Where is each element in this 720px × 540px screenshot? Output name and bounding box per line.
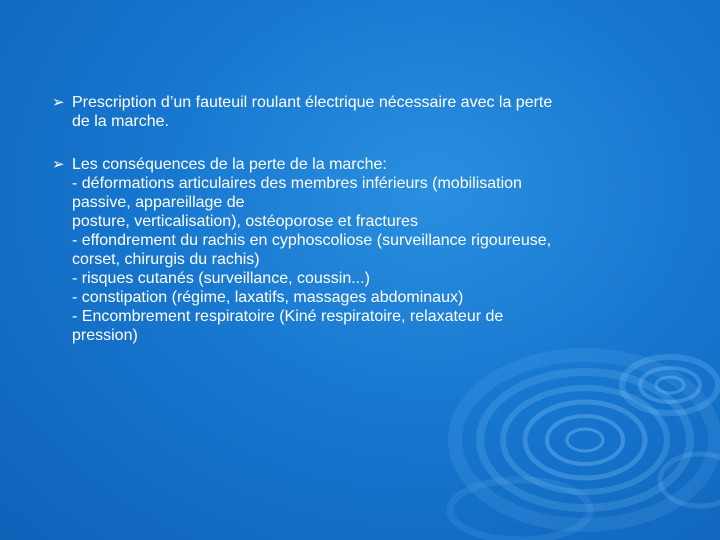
text-line: - déformations articulaires des membres inférieurs (mobilisation — [72, 175, 522, 192]
bullet-text — [72, 155, 692, 345]
text-line: corset, chirurgis du rachis) — [72, 251, 260, 268]
text-line: pression) — [72, 327, 138, 344]
text-line: Les conséquences de la perte de la marche: — [72, 156, 387, 173]
text-line: passive, appareillage de — [72, 194, 245, 211]
text-line: - constipation (régime, laxatifs, massages abdominaux) — [72, 289, 464, 306]
arrow-bullet-icon: ➢ — [52, 94, 65, 111]
arrow-bullet-icon: ➢ — [52, 156, 65, 173]
text-line: Prescription d’un fauteuil roulant électrique nécessaire avec la perte — [72, 94, 553, 111]
text-line: - Encombrement respiratoire (Kiné respiratoire, relaxateur de — [72, 308, 504, 325]
text-line: posture, verticalisation), ostéoporose et fractures — [72, 213, 418, 230]
text-line: de la marche. — [72, 113, 169, 130]
text-line: - effondrement du rachis en cyphoscoliose (surveillance rigoureuse, — [72, 232, 552, 249]
text-line: - risques cutanés (surveillance, coussin...) — [72, 270, 370, 287]
bullet-text — [72, 93, 692, 131]
